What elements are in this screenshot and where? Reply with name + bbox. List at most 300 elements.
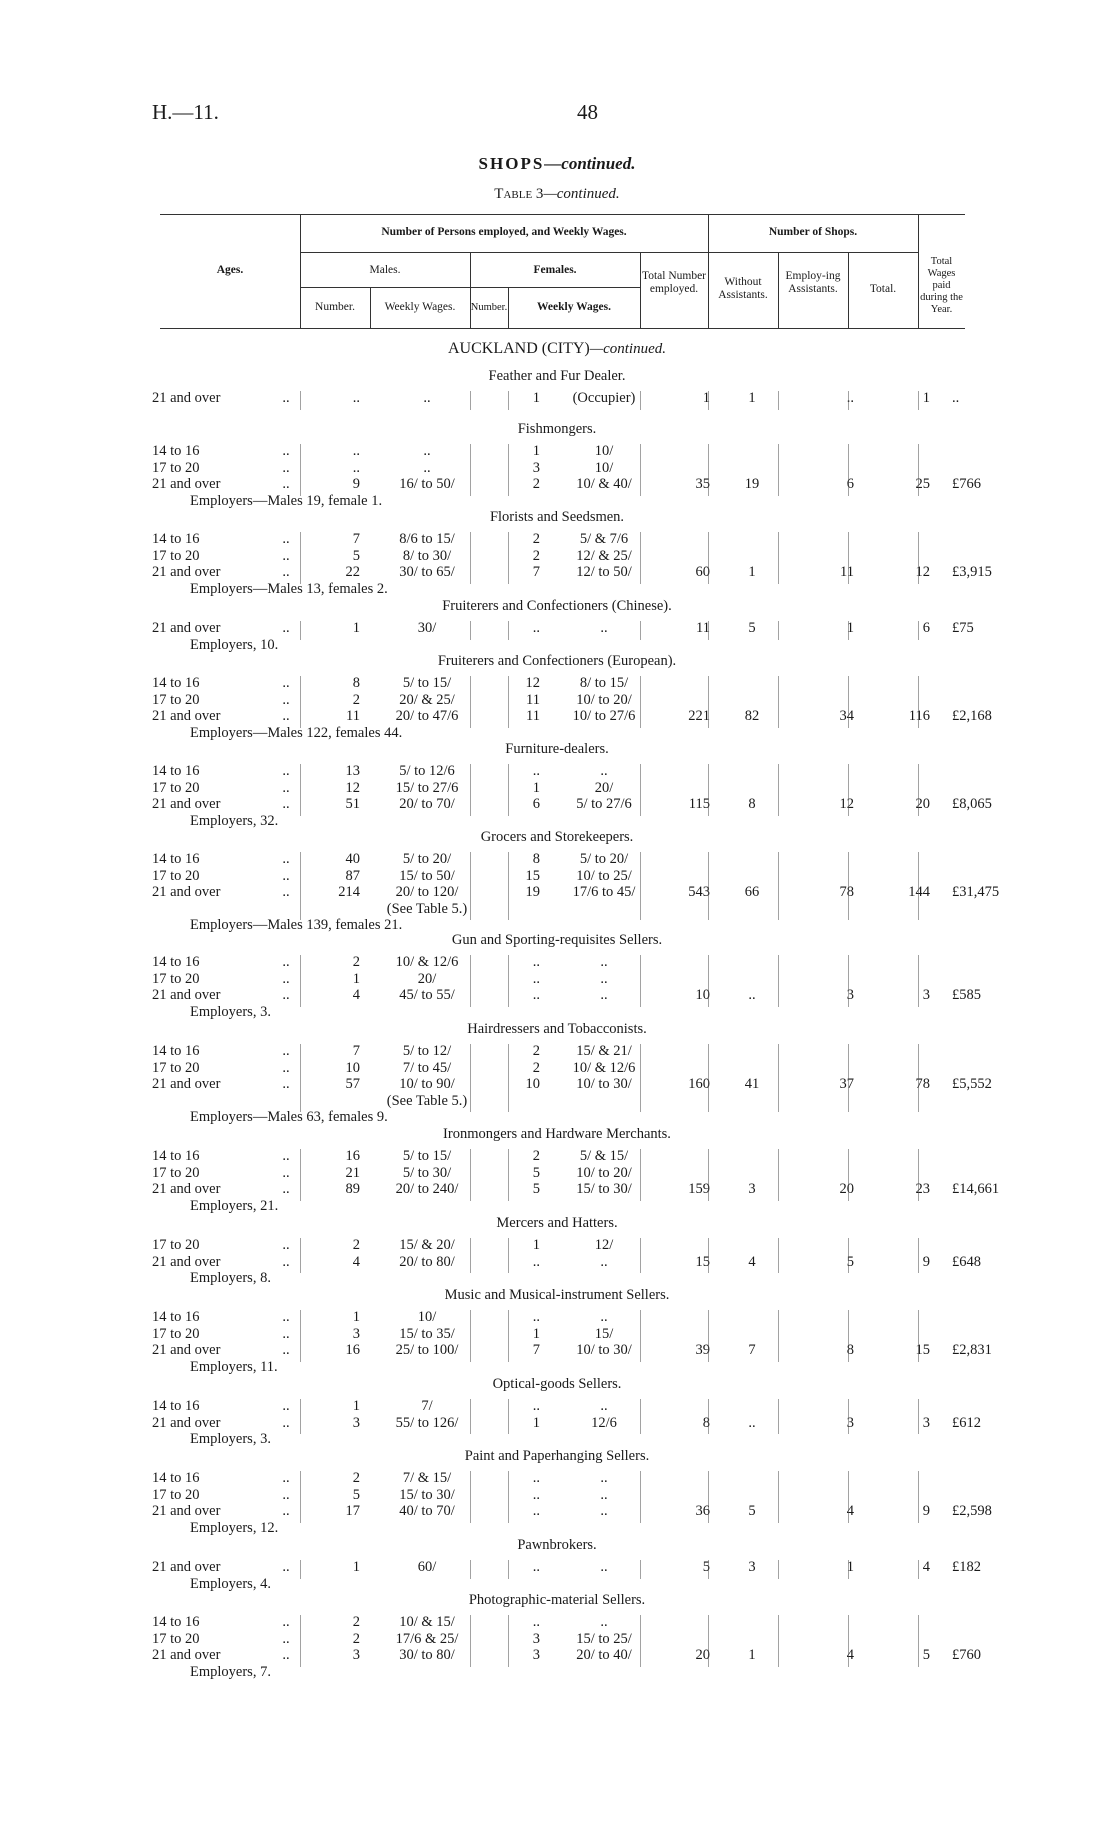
employers-note: Employers, 3. xyxy=(190,1431,271,1447)
cell-fw: .. xyxy=(600,620,608,636)
subtitle-main: Table 3 xyxy=(494,186,544,202)
column-separator xyxy=(778,1238,779,1273)
summary-without: 3 xyxy=(748,1559,756,1575)
cell-mw: 30/ to 65/ xyxy=(399,564,455,580)
column-separator xyxy=(300,391,301,410)
cell-mw: 7/ & 15/ xyxy=(402,1470,452,1486)
header-rule-persons xyxy=(300,252,708,253)
column-separator xyxy=(470,1399,471,1434)
cell-age: 21 and over xyxy=(152,476,221,492)
section-title: Optical-goods Sellers. xyxy=(492,1376,622,1392)
cell-mn: 51 xyxy=(345,796,360,812)
summary-employing: 6 xyxy=(846,476,854,492)
section-title: Fruiterers and Confectioners (Chinese). xyxy=(442,598,672,614)
column-separator xyxy=(778,1310,779,1362)
cell-dots: .. xyxy=(282,1325,290,1342)
cell-dots: .. xyxy=(282,1647,290,1663)
summary-shops: 4 xyxy=(922,1559,930,1575)
section-title: Gun and Sporting-requisites Sellers. xyxy=(451,932,663,948)
cell-mn: 22 xyxy=(345,564,360,580)
cell-mw: 25/ to 100/ xyxy=(395,1342,459,1358)
summary-wages: £31,475 xyxy=(952,884,1000,900)
cell-dots: .. xyxy=(282,1253,290,1270)
page-number: 48 xyxy=(577,100,598,124)
cell-mw: 30/ to 80/ xyxy=(399,1647,455,1663)
summary-without: 3 xyxy=(748,1181,756,1197)
column-separator xyxy=(848,676,849,728)
cell-fn: 2 xyxy=(532,531,540,547)
col-total-wages: Total Wages paid during the Year. xyxy=(920,256,963,315)
cell-mw: 10/ to 90/ xyxy=(399,1076,455,1092)
cell-fn: 1 xyxy=(532,779,540,796)
summary-shops: 15 xyxy=(915,1342,930,1358)
cell-age: 21 and over xyxy=(152,564,221,580)
section-title: Pawnbrokers. xyxy=(517,1537,597,1553)
cell-age: 21 and over xyxy=(152,1503,221,1519)
cell-fw: .. xyxy=(600,970,608,987)
summary-without: 8 xyxy=(748,796,756,812)
cell-dots: .. xyxy=(282,884,290,900)
cell-age: 17 to 20 xyxy=(152,1630,200,1647)
column-separator xyxy=(708,764,709,816)
summary-total: 36 xyxy=(695,1503,710,1519)
column-separator xyxy=(300,1560,301,1579)
column-separator xyxy=(848,532,849,584)
cell-dots: .. xyxy=(282,851,290,867)
column-separator xyxy=(508,676,509,728)
section-title: Feather and Fur Dealer. xyxy=(488,368,626,384)
cell-mn: 2 xyxy=(352,1614,360,1630)
column-separator xyxy=(300,1471,301,1523)
summary-employing: 11 xyxy=(840,564,854,580)
summary-shops: 3 xyxy=(922,1414,930,1431)
cell-fn: .. xyxy=(532,987,540,1003)
column-separator xyxy=(640,1560,641,1579)
cell-dots: .. xyxy=(282,796,290,812)
cell-dots: .. xyxy=(282,1342,290,1358)
column-separator xyxy=(640,852,641,920)
column-separator xyxy=(708,1560,709,1579)
cell-mn: 5 xyxy=(352,1486,360,1503)
column-separator xyxy=(778,676,779,728)
summary-employing: .. xyxy=(846,390,854,406)
cell-fn: 1 xyxy=(532,1325,540,1342)
section-title: Paint and Paperhanging Sellers. xyxy=(464,1448,650,1464)
summary-wages: £766 xyxy=(952,476,981,492)
column-separator xyxy=(778,532,779,584)
summary-without: 66 xyxy=(744,884,760,900)
cell-fw: 10/ to 30/ xyxy=(576,1076,632,1092)
cell-age: 17 to 20 xyxy=(152,1237,200,1253)
column-separator xyxy=(508,852,509,920)
cell-dots: .. xyxy=(282,1059,290,1076)
cell-mn: .. xyxy=(352,390,360,406)
column-separator xyxy=(508,1310,509,1362)
summary-wages: £760 xyxy=(952,1647,981,1663)
summary-employing: 5 xyxy=(846,1253,854,1270)
cell-mw: 20/ to 47/6 xyxy=(395,708,459,724)
column-separator xyxy=(918,955,919,1007)
column-separator xyxy=(918,1399,919,1434)
cell-age: 17 to 20 xyxy=(152,1486,200,1503)
column-separator xyxy=(778,444,779,496)
cell-fn: 19 xyxy=(525,884,540,900)
column-separator xyxy=(848,1310,849,1362)
summary-wages: £3,915 xyxy=(952,564,992,580)
cell-mw: 7/ to 45/ xyxy=(402,1059,452,1076)
cell-mn: 214 xyxy=(338,884,360,900)
cell-age: 14 to 16 xyxy=(152,1398,200,1414)
cell-mw: 5/ to 30/ xyxy=(402,1164,452,1181)
column-separator xyxy=(470,1560,471,1579)
column-separator xyxy=(300,1310,301,1362)
cell-mn: 1 xyxy=(352,970,360,987)
cell-mn: 21 xyxy=(345,1164,360,1181)
cell-dots: .. xyxy=(282,1076,290,1092)
column-separator xyxy=(708,955,709,1007)
summary-wages: £182 xyxy=(952,1559,981,1575)
title-main: SHOPS xyxy=(478,154,545,173)
summary-wages: £75 xyxy=(952,620,974,636)
page-ref: H.—11. xyxy=(152,100,219,124)
column-separator xyxy=(708,1399,709,1434)
column-separator xyxy=(300,1615,301,1667)
employers-note: Employers—Males 19, female 1. xyxy=(190,492,383,509)
cell-fn: .. xyxy=(532,763,540,779)
cell-age: 21 and over xyxy=(152,987,221,1003)
cell-fw: .. xyxy=(600,1503,608,1519)
cell-fn: .. xyxy=(532,1309,540,1325)
column-separator xyxy=(470,444,471,496)
cell-fn: 7 xyxy=(532,564,540,580)
section-title: Furniture-dealers. xyxy=(505,741,609,757)
cell-mw: 10/ xyxy=(417,1309,437,1325)
column-separator xyxy=(640,1044,641,1112)
cell-age: 17 to 20 xyxy=(152,1325,200,1342)
column-separator xyxy=(508,1471,509,1523)
cell-fn: .. xyxy=(532,1253,540,1270)
employers-note: Employers, 11. xyxy=(190,1358,278,1375)
cell-mw: .. xyxy=(423,443,431,459)
summary-shops: 23 xyxy=(915,1181,930,1197)
cell-dots: .. xyxy=(282,675,290,691)
column-separator xyxy=(640,1310,641,1362)
section-title: Fruiterers and Confectioners (European). xyxy=(437,653,677,669)
summary-employing: 3 xyxy=(846,987,854,1003)
cell-fw: .. xyxy=(600,763,608,779)
summary-wages: £585 xyxy=(952,987,981,1003)
column-separator xyxy=(300,676,301,728)
cell-mw: 15/ to 50/ xyxy=(399,867,455,884)
column-separator xyxy=(300,764,301,816)
summary-employing: 3 xyxy=(846,1414,854,1431)
cell-age: 14 to 16 xyxy=(152,851,200,867)
column-separator xyxy=(508,1044,509,1112)
employers-note: Employers—Males 13, females 2. xyxy=(190,580,388,597)
column-separator xyxy=(778,621,779,640)
cell-fw: .. xyxy=(600,1253,608,1270)
col-female-number: Number. xyxy=(470,302,508,313)
cell-mw: 5/ to 15/ xyxy=(402,675,452,691)
column-separator xyxy=(300,852,301,920)
column-separator xyxy=(778,391,779,410)
section-title: Mercers and Hatters. xyxy=(496,1215,618,1231)
summary-wages: £2,598 xyxy=(952,1503,992,1519)
summary-without: 41 xyxy=(744,1076,760,1092)
cell-mw: 20/ to 240/ xyxy=(395,1181,459,1197)
cell-age: 17 to 20 xyxy=(152,459,200,476)
cell-dots: .. xyxy=(282,459,290,476)
summary-total: 159 xyxy=(688,1181,710,1197)
cell-mn: 16 xyxy=(345,1342,360,1358)
column-separator xyxy=(640,1399,641,1434)
cell-fw: 20/ to 40/ xyxy=(576,1647,632,1663)
cell-age: 21 and over xyxy=(152,390,221,406)
column-separator xyxy=(508,444,509,496)
summary-total: 160 xyxy=(688,1076,710,1092)
column-separator xyxy=(778,1149,779,1201)
summary-total: 543 xyxy=(688,884,710,900)
section-title: Grocers and Storekeepers. xyxy=(480,829,634,845)
summary-without: 5 xyxy=(748,620,756,636)
cell-dots: .. xyxy=(282,954,290,970)
cell-mw: (See Table 5.) xyxy=(386,900,468,917)
cell-fw: 8/ to 15/ xyxy=(579,675,629,691)
column-separator xyxy=(918,852,919,920)
cell-age: 17 to 20 xyxy=(152,1164,200,1181)
cell-mn: 3 xyxy=(352,1325,360,1342)
summary-wages: £648 xyxy=(952,1253,981,1270)
column-separator xyxy=(640,1615,641,1667)
cell-age: 17 to 20 xyxy=(152,867,200,884)
summary-shops: 1 xyxy=(922,390,930,406)
summary-total: 20 xyxy=(695,1647,710,1663)
summary-total: 8 xyxy=(702,1414,710,1431)
summary-without: 1 xyxy=(748,390,756,406)
column-separator xyxy=(508,1615,509,1667)
cell-dots: .. xyxy=(282,1614,290,1630)
cell-fn: 11 xyxy=(526,691,540,708)
cell-mn: 4 xyxy=(352,987,360,1003)
column-separator xyxy=(708,621,709,640)
column-separator xyxy=(918,1149,919,1201)
column-separator xyxy=(300,532,301,584)
cell-age: 21 and over xyxy=(152,708,221,724)
cell-dots: .. xyxy=(282,547,290,564)
column-separator xyxy=(848,764,849,816)
cell-mn: 1 xyxy=(352,1309,360,1325)
summary-shops: 6 xyxy=(922,620,930,636)
employers-note: Employers, 3. xyxy=(190,1003,271,1020)
cell-fw: .. xyxy=(600,1614,608,1630)
column-separator xyxy=(300,621,301,640)
cell-dots: .. xyxy=(282,564,290,580)
cell-mn: 16 xyxy=(345,1148,360,1164)
employers-note: Employers—Males 63, females 9. xyxy=(190,1109,388,1125)
summary-shops: 9 xyxy=(922,1503,930,1519)
column-separator xyxy=(708,1149,709,1201)
cell-fn: 3 xyxy=(532,459,540,476)
section-title: Music and Musical-instrument Sellers. xyxy=(444,1287,670,1303)
column-separator xyxy=(470,1471,471,1523)
column-separator xyxy=(918,1238,919,1273)
cell-mw: (See Table 5.) xyxy=(386,1092,468,1109)
column-separator xyxy=(778,1399,779,1434)
cell-mw: 15/ to 35/ xyxy=(399,1325,455,1342)
cell-mn: 7 xyxy=(352,1043,360,1059)
cell-fw: 12/ & 25/ xyxy=(576,547,632,564)
cell-fn: .. xyxy=(532,1398,540,1414)
column-separator xyxy=(848,955,849,1007)
column-separator xyxy=(640,1238,641,1273)
column-separator xyxy=(848,1560,849,1579)
column-separator xyxy=(848,1238,849,1273)
cell-fw: 10/ & 12/6 xyxy=(572,1059,636,1076)
cell-fw: 15/ xyxy=(594,1325,614,1342)
cell-mw: 8/ to 30/ xyxy=(402,547,452,564)
cell-dots: .. xyxy=(282,1043,290,1059)
cell-fw: 10/ to 20/ xyxy=(576,1164,632,1181)
cell-fw: 5/ to 27/6 xyxy=(576,796,632,812)
cell-fw: 10/ to 25/ xyxy=(576,867,632,884)
summary-total: 39 xyxy=(695,1342,710,1358)
cell-dots: .. xyxy=(282,1470,290,1486)
cell-fn: 11 xyxy=(526,708,540,724)
section-title: Fishmongers. xyxy=(517,421,597,437)
cell-age: 21 and over xyxy=(152,1559,221,1575)
summary-total: 221 xyxy=(688,708,710,724)
cell-mw: 30/ xyxy=(417,620,437,636)
cell-mn: 8 xyxy=(352,675,360,691)
cell-age: 14 to 16 xyxy=(152,531,200,547)
cell-fn: 10 xyxy=(525,1076,540,1092)
column-separator xyxy=(470,532,471,584)
summary-employing: 20 xyxy=(839,1181,854,1197)
cell-mw: 20/ & 25/ xyxy=(399,691,455,708)
employers-note: Employers, 12. xyxy=(190,1519,279,1536)
cell-dots: .. xyxy=(282,1309,290,1325)
cell-fw: .. xyxy=(600,1398,608,1414)
column-separator xyxy=(778,1560,779,1579)
table-subtitle xyxy=(0,186,1114,203)
column-separator xyxy=(470,621,471,640)
cell-fw: .. xyxy=(600,1470,608,1486)
cell-age: 14 to 16 xyxy=(152,954,200,970)
cell-mw: 5/ to 20/ xyxy=(402,851,452,867)
cell-mw: 55/ to 126/ xyxy=(395,1414,459,1431)
section-title: Photographic-material Sellers. xyxy=(468,1592,646,1608)
column-separator xyxy=(848,391,849,410)
cell-fw: 17/6 to 45/ xyxy=(572,884,636,900)
summary-without: 1 xyxy=(748,1647,756,1663)
cell-fn: 1 xyxy=(532,390,540,406)
column-separator xyxy=(508,1560,509,1579)
column-separator xyxy=(508,955,509,1007)
column-separator xyxy=(778,764,779,816)
cell-fn: .. xyxy=(532,1486,540,1503)
column-separator xyxy=(778,1471,779,1523)
summary-wages: £2,168 xyxy=(952,708,992,724)
summary-employing: 12 xyxy=(839,796,854,812)
cell-mn: 3 xyxy=(352,1647,360,1663)
cell-fw: 10/ to 20/ xyxy=(576,691,632,708)
cell-dots: .. xyxy=(282,443,290,459)
column-separator xyxy=(470,1615,471,1667)
cell-mw: 10/ & 12/6 xyxy=(395,954,459,970)
summary-wages: £14,661 xyxy=(952,1181,1000,1197)
cell-mn: 2 xyxy=(352,1470,360,1486)
summary-without: 82 xyxy=(744,708,760,724)
cell-age: 21 and over xyxy=(152,620,221,636)
cell-fn: 15 xyxy=(525,867,540,884)
cell-mw: .. xyxy=(423,390,431,406)
cell-mw: 5/ to 12/ xyxy=(402,1043,452,1059)
column-separator xyxy=(640,391,641,410)
cell-fn: 1 xyxy=(532,1237,540,1253)
cell-age: 14 to 16 xyxy=(152,675,200,691)
column-separator xyxy=(778,955,779,1007)
section-title: Ironmongers and Hardware Merchants. xyxy=(443,1126,671,1142)
column-separator xyxy=(470,676,471,728)
cell-dots: .. xyxy=(282,1503,290,1519)
employers-note: Employers, 10. xyxy=(190,636,279,653)
cell-fn: .. xyxy=(532,1559,540,1575)
summary-wages: £2,831 xyxy=(952,1342,992,1358)
summary-without: 19 xyxy=(744,476,760,492)
summary-shops: 116 xyxy=(908,708,930,724)
column-separator xyxy=(918,621,919,640)
cell-mn: 9 xyxy=(352,476,360,492)
cell-fw: .. xyxy=(600,1309,608,1325)
cell-fn: 2 xyxy=(532,476,540,492)
column-separator xyxy=(470,1310,471,1362)
cell-mw: 17/6 & 25/ xyxy=(395,1630,459,1647)
cell-mn: 10 xyxy=(345,1059,360,1076)
cell-fw: 15/ to 30/ xyxy=(576,1181,632,1197)
col-without-assistants: Without Assistants. xyxy=(718,276,768,301)
column-separator xyxy=(708,1615,709,1667)
column-separator xyxy=(918,1471,919,1523)
column-separator xyxy=(918,391,919,410)
title-cont: —continued. xyxy=(544,154,636,173)
column-separator xyxy=(508,532,509,584)
region-cont: —continued. xyxy=(589,341,666,357)
cell-dots: .. xyxy=(282,763,290,779)
cell-age: 17 to 20 xyxy=(152,779,200,796)
cell-dots: .. xyxy=(282,1486,290,1503)
cell-age: 17 to 20 xyxy=(152,547,200,564)
cell-mw: 15/ to 30/ xyxy=(399,1486,455,1503)
column-separator xyxy=(778,1044,779,1112)
cell-mn: .. xyxy=(352,443,360,459)
cell-mw: 15/ & 20/ xyxy=(399,1237,455,1253)
cell-mn: 7 xyxy=(352,531,360,547)
cell-dots: .. xyxy=(282,1164,290,1181)
cell-age: 14 to 16 xyxy=(152,1614,200,1630)
cell-mn: 3 xyxy=(352,1414,360,1431)
column-separator xyxy=(778,852,779,920)
summary-shops: 20 xyxy=(915,796,930,812)
column-separator xyxy=(470,764,471,816)
column-separator xyxy=(640,621,641,640)
column-separator xyxy=(708,1310,709,1362)
summary-total: 10 xyxy=(695,987,710,1003)
column-separator xyxy=(848,1399,849,1434)
cell-fn: 2 xyxy=(532,547,540,564)
cell-age: 21 and over xyxy=(152,1647,221,1663)
column-separator xyxy=(708,852,709,920)
column-separator xyxy=(508,1238,509,1273)
